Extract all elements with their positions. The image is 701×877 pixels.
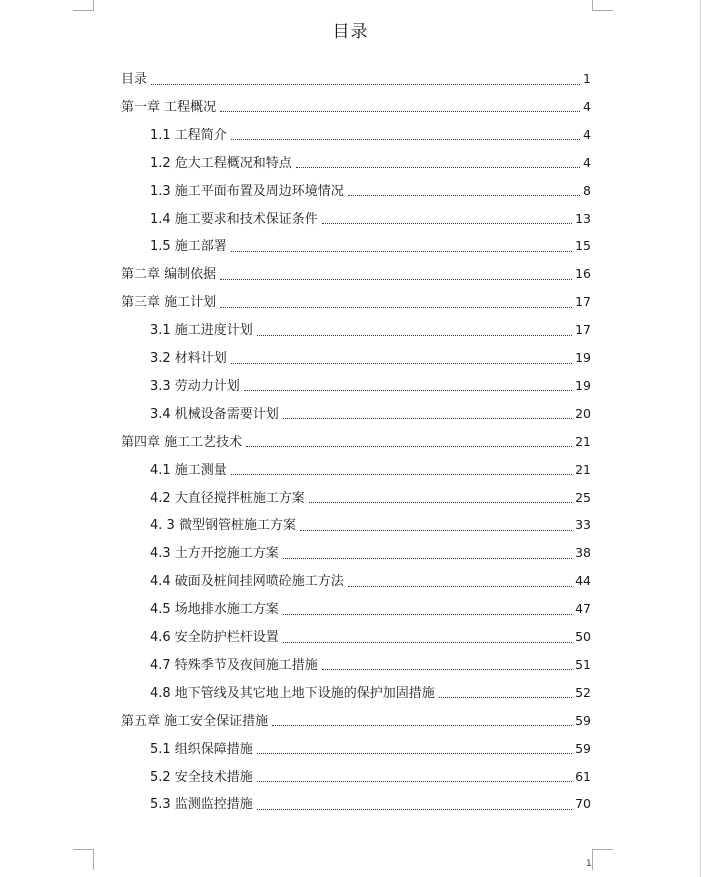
toc-entry[interactable]	[121, 96, 591, 116]
toc-entry[interactable]	[150, 793, 591, 813]
toc-entry[interactable]	[150, 403, 591, 423]
toc-dot-leader	[257, 795, 572, 810]
toc-entry-title: 3.2 材料计划	[150, 351, 227, 366]
toc-entry-title: 4.4 破面及桩间挂网喷砼施工方法	[150, 574, 344, 590]
toc-entry-page-number: 59	[575, 712, 591, 728]
toc-entry-page-number: 17	[575, 294, 591, 310]
toc-entry-page-number: 70	[575, 796, 591, 812]
toc-entry[interactable]	[150, 570, 591, 590]
toc-entry-title: 4.7 特殊季节及夜间施工措施	[150, 657, 318, 673]
toc-entry-page-number: 17	[575, 322, 591, 338]
toc-dot-leader	[348, 572, 572, 587]
toc-entry[interactable]	[150, 208, 591, 228]
toc-entry[interactable]	[150, 375, 591, 395]
toc-dot-leader	[300, 516, 572, 531]
toc-entry-title: 第二章 编制依据	[121, 267, 217, 283]
toc-entry-title: 1.3 施工平面布置及周边环境情况	[150, 183, 344, 199]
toc-entry-page-number: 25	[575, 489, 591, 505]
toc-entry-title: 第五章 施工安全保证措施	[121, 713, 269, 729]
toc-entry-page-number: 59	[575, 740, 591, 756]
margin-corner-bottom-right	[592, 849, 613, 870]
toc-dot-leader	[257, 321, 572, 336]
toc-dot-leader	[231, 125, 580, 140]
page-title: 目录	[332, 22, 369, 42]
toc-entry[interactable]	[121, 291, 591, 311]
toc-entry-title: 4.6 安全防护栏杆设置	[150, 630, 279, 645]
toc-dot-leader	[348, 181, 580, 196]
toc-entry-title: 1.1 工程简介	[150, 127, 227, 143]
toc-entry[interactable]	[150, 235, 591, 255]
toc-entry[interactable]	[150, 766, 591, 786]
toc-entry-title: 4.8 地下管线及其它地上地下设施的保护加固措施	[150, 685, 435, 701]
toc-entry-title: 目录	[121, 72, 148, 87]
toc-entry-page-number: 21	[575, 433, 591, 449]
toc-dot-leader	[322, 209, 572, 224]
toc-entry-page-number: 47	[575, 601, 591, 617]
toc-entry-title: 5.2 安全技术措施	[150, 769, 253, 785]
toc-entry[interactable]	[150, 124, 591, 144]
toc-dot-leader	[220, 293, 572, 308]
toc-entry[interactable]	[121, 68, 591, 88]
toc-entry-title: 1.5 施工部署	[150, 239, 227, 255]
toc-entry-page-number: 8	[583, 182, 591, 198]
footer-page-number: 1	[586, 859, 592, 869]
toc-dot-leader	[439, 683, 572, 698]
toc-entry-page-number: 61	[575, 768, 591, 784]
toc-entry-page-number: 52	[575, 684, 591, 700]
toc-entry[interactable]	[150, 542, 591, 562]
toc-entry[interactable]	[150, 514, 591, 534]
toc-entry-page-number: 51	[575, 656, 591, 672]
toc-entry-page-number: 44	[575, 573, 591, 589]
toc-entry-title: 4.1 施工测量	[150, 462, 227, 478]
toc-entry[interactable]	[150, 738, 591, 758]
toc-dot-leader	[246, 432, 572, 447]
toc-entry-title: 第三章 施工计划	[121, 295, 217, 311]
toc-entry[interactable]	[150, 598, 591, 618]
toc-entry[interactable]	[150, 654, 591, 674]
toc-entry-page-number: 38	[575, 545, 591, 561]
toc-entry-page-number: 4	[583, 154, 591, 170]
toc-entry-page-number: 50	[575, 629, 591, 644]
toc-entry-title: 3.4 机械设备需要计划	[150, 406, 279, 422]
toc-entry-title: 4.2 大直径搅拌桩施工方案	[150, 490, 305, 506]
toc-dot-leader	[322, 655, 572, 670]
toc-entry-page-number: 15	[575, 238, 591, 254]
toc-entry-page-number: 4	[583, 98, 591, 114]
toc-entry[interactable]	[121, 431, 591, 451]
toc-entry-title: 第一章 工程概况	[121, 99, 217, 115]
toc-entry-title: 5.1 组织保障措施	[150, 741, 253, 757]
toc-entry-page-number: 1	[583, 71, 591, 86]
toc-dot-leader	[283, 404, 572, 419]
toc-dot-leader	[283, 628, 572, 643]
toc-entry-title: 4. 3 微型钢管桩施工方案	[150, 518, 296, 534]
toc-entry[interactable]	[150, 319, 591, 339]
toc-entry-page-number: 4	[583, 126, 591, 142]
toc-entry-title: 1.4 施工要求和技术保证条件	[150, 211, 318, 227]
toc-dot-leader	[257, 767, 572, 782]
toc-entry-page-number: 13	[575, 210, 591, 226]
toc-entry-page-number: 19	[575, 350, 591, 365]
toc-entry-page-number: 21	[575, 461, 591, 477]
toc-dot-leader	[283, 600, 572, 615]
toc-dot-leader	[220, 265, 572, 280]
toc-entry[interactable]	[150, 487, 591, 507]
toc-dot-leader	[309, 488, 572, 503]
toc-entry-title: 第四章 施工工艺技术	[121, 434, 243, 450]
toc-entry[interactable]	[150, 626, 591, 646]
toc-entry-page-number: 20	[575, 405, 591, 421]
toc-entry-page-number: 16	[575, 266, 591, 282]
toc-entry-title: 4.5 场地排水施工方案	[150, 602, 279, 618]
toc-dot-leader	[296, 153, 580, 168]
toc-entry[interactable]	[150, 459, 591, 479]
toc-entry-page-number: 33	[575, 517, 591, 533]
toc-dot-leader	[231, 349, 572, 364]
toc-dot-leader	[244, 376, 572, 391]
toc-entry-page-number: 19	[575, 377, 591, 393]
margin-corner-top-left	[73, 0, 94, 11]
toc-dot-leader	[283, 544, 572, 559]
margin-corner-top-right	[592, 0, 613, 11]
margin-corner-bottom-left	[73, 849, 94, 870]
toc-dot-leader	[220, 97, 580, 112]
toc-entry-title: 4.3 土方开挖施工方案	[150, 546, 279, 562]
toc-dot-leader	[231, 460, 572, 475]
toc-dot-leader	[272, 711, 572, 726]
toc-entry[interactable]	[150, 682, 591, 702]
toc-entry[interactable]	[121, 263, 591, 283]
toc-entry-title: 1.2 危大工程概况和特点	[150, 155, 292, 171]
toc-dot-leader	[231, 237, 572, 252]
toc-dot-leader	[151, 70, 580, 85]
toc-entry[interactable]	[121, 710, 591, 730]
toc-entry-title: 3.3 劳动力计划	[150, 378, 240, 394]
toc-entry[interactable]	[150, 347, 591, 367]
toc-entry-title: 5.3 监测监控措施	[150, 797, 253, 813]
toc-dot-leader	[257, 739, 572, 754]
toc-entry-title: 3.1 施工进度计划	[150, 323, 253, 339]
toc-entry[interactable]	[150, 180, 591, 200]
toc-entry[interactable]	[150, 152, 591, 172]
